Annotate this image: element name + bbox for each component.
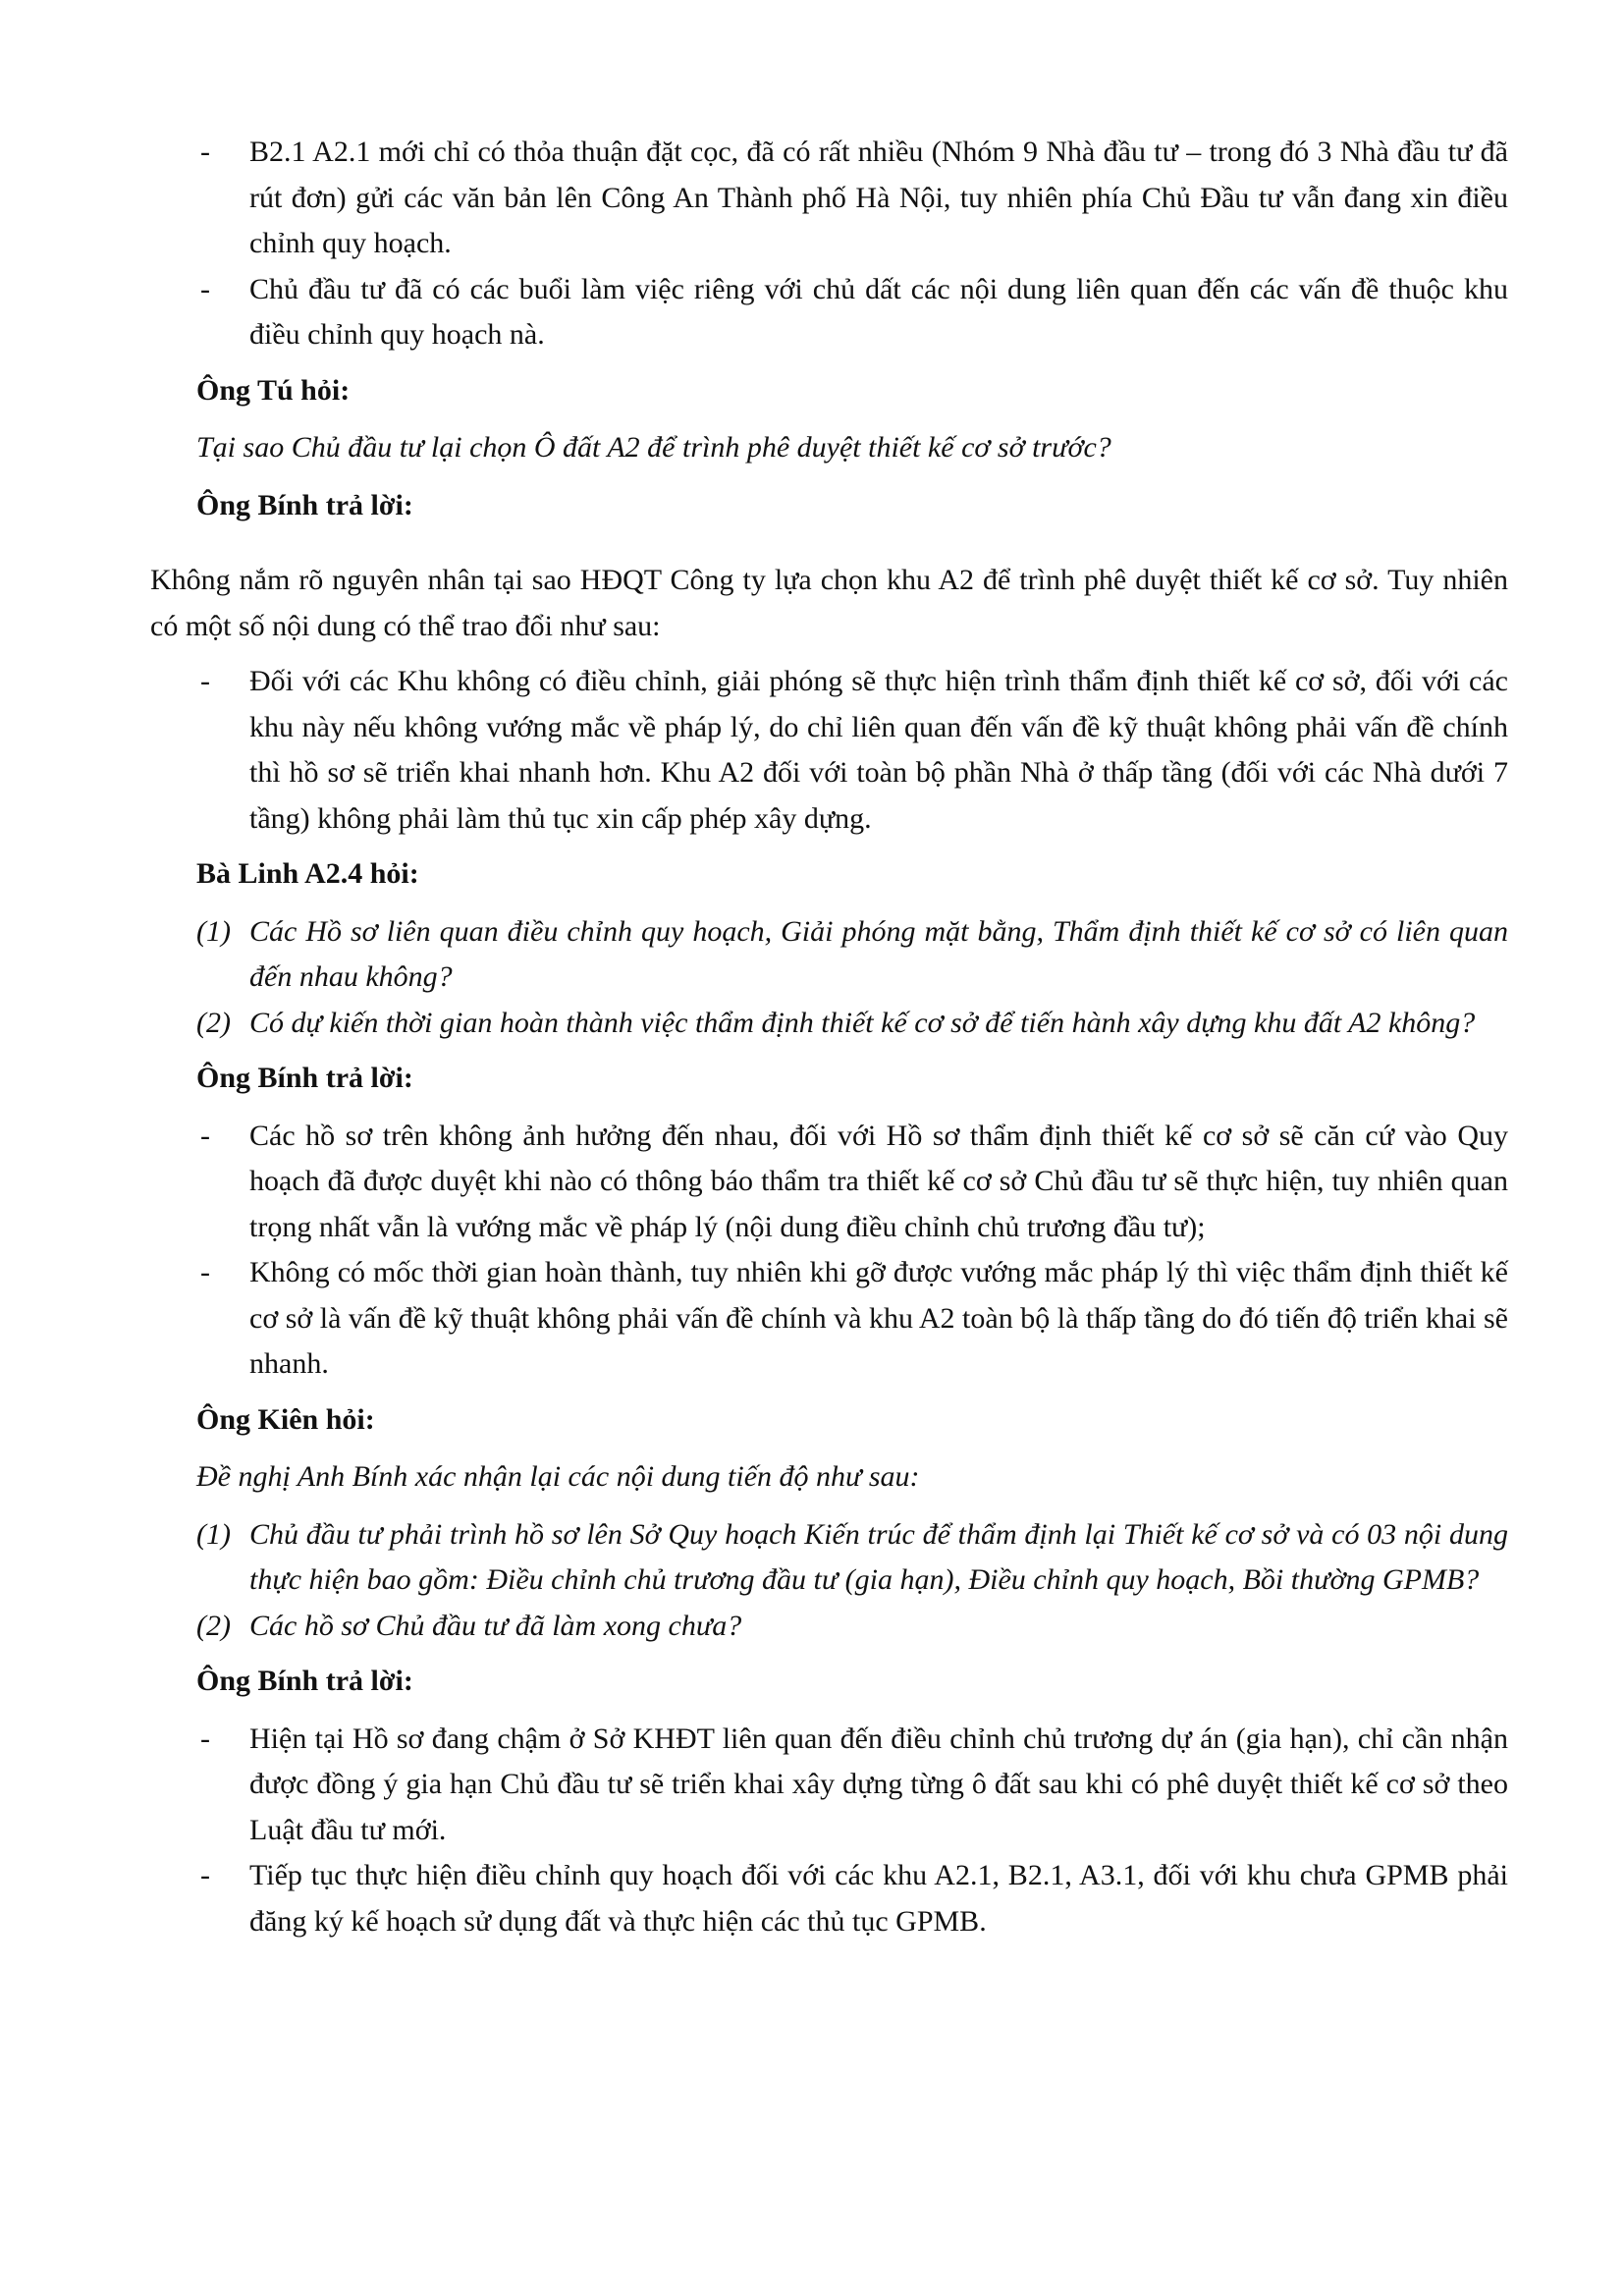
bullet-item: - Hiện tại Hồ sơ đang chậm ở Sở KHĐT liên quan đến điều chỉnh chủ trương dự án (gia hạn), chỉ cần nhận được đồng ý gia hạn Chủ đầu tư sẽ triển khai xây dựng từng ô đất sau khi có phê duyệt thiết kế cơ sở theo Luật đầu tư mới. (196, 1717, 1508, 1854)
bullet-item: - Đối với các Khu không có điều chỉnh, giải phóng sẽ thực hiện trình thẩm định thiết kế cơ sở, đối với các khu này nếu không vướng mắc về pháp lý, do chỉ liên quan đến vấn đề kỹ thuật không phải vấn đề chính thì hồ sơ sẽ triển khai nhanh hơn. Khu A2 đối với toàn bộ phần Nhà ở thấp tầng (đối với các Nhà dưới 7 tầng) không phải làm thủ tục xin cấp phép xây dựng. (196, 659, 1508, 842)
item-text: Có dự kiến thời gian hoàn thành việc thẩm định thiết kế cơ sở để tiến hành xây dựng khu đất A2 không? (249, 1006, 1476, 1039)
bullet-list (196, 1114, 1508, 1388)
bullet-item: - Không có mốc thời gian hoàn thành, tuy nhiên khi gỡ được vướng mắc pháp lý thì việc thẩm định thiết kế cơ sở là vấn đề kỹ thuật không phải vấn đề chính và khu A2 toàn bộ là thấp tầng do đó tiến độ triển khai sẽ nhanh. (196, 1250, 1508, 1388)
speaker-heading: Ông Bính trả lời: (196, 1665, 413, 1697)
numbered-list (196, 909, 1508, 1047)
question-text: Tại sao Chủ đầu tư lại chọn Ô đất A2 để trình phê duyệt thiết kế cơ sở trước? (196, 431, 1111, 464)
bullet-list (196, 659, 1508, 842)
item-number: (1) (196, 1517, 231, 1551)
numbered-item (196, 1604, 1508, 1650)
numbered-item (196, 1001, 1508, 1047)
speaker-heading: Bà Linh A2.4 hỏi: (196, 857, 419, 890)
item-number: (2) (196, 1609, 231, 1642)
speaker-heading: Ông Bính trả lời: (196, 488, 413, 521)
item-text: Chủ đầu tư phải trình hồ sơ lên Sở Quy hoạch Kiến trúc để thẩm định lại Thiết kế cơ sở và có 03 nội dung thực hiện bao gồm: Điều chỉnh chủ trương đầu tư (gia hạn), Điều chỉnh quy hoạch, Bồi thường GPMB? (249, 1517, 1508, 1596)
speaker-heading: Ông Tú hỏi: (196, 373, 351, 407)
numbered-item (196, 1512, 1508, 1604)
bullet-item: - Các hồ sơ trên không ảnh hưởng đến nhau, đối với Hồ sơ thẩm định thiết kế cơ sở sẽ căn cứ vào Quy hoạch đã được duyệt khi nào có thông báo thẩm tra thiết kế cơ sở Chủ đầu tư sẽ thực hiện, tuy nhiên quan trọng nhất vẫn là vướng mắc về pháp lý (nội dung điều chỉnh chủ trương đầu tư); (196, 1114, 1508, 1251)
numbered-list (196, 1512, 1508, 1650)
item-text: Các hồ sơ Chủ đầu tư đã làm xong chưa? (249, 1609, 742, 1642)
numbered-item (196, 909, 1508, 1001)
speaker-heading: Ông Bính trả lời: (196, 1062, 413, 1094)
bullet-item: - B2.1 A2.1 mới chỉ có thỏa thuận đặt cọc, đã có rất nhiều (Nhóm 9 Nhà đầu tư – trong đó 3 Nhà đầu tư đã rút đơn) gửi các văn bản lên Công An Thành phố Hà Nội, tuy nhiên phía Chủ Đầu tư vẫn đang xin điều chỉnh quy hoạch. (196, 130, 1508, 267)
speaker-heading: Ông Kiên hỏi: (196, 1402, 375, 1436)
answer-paragraph: Không nắm rõ nguyên nhân tại sao HĐQT Công ty lựa chọn khu A2 để trình phê duyệt thiết kế cơ sở. Tuy nhiên có một số nội dung có thể trao đổi như sau: (150, 564, 1508, 642)
question-text: Đề nghị Anh Bính xác nhận lại các nội dung tiến độ như sau: (196, 1460, 920, 1493)
bullet-item: - Tiếp tục thực hiện điều chỉnh quy hoạch đối với các khu A2.1, B2.1, A3.1, đối với khu chưa GPMB phải đăng ký kế hoạch sử dụng đất và thực hiện các thủ tục GPMB. (196, 1853, 1508, 1944)
bullet-list (196, 130, 1508, 358)
bullet-list (196, 1717, 1508, 1945)
item-number: (2) (196, 1006, 231, 1039)
item-text: Các Hồ sơ liên quan điều chỉnh quy hoạch, Giải phóng mặt bằng, Thẩm định thiết kế cơ sở có liên quan đến nhau không? (249, 914, 1508, 993)
bullet-item: - Chủ đầu tư đã có các buổi làm việc riêng với chủ dất các nội dung liên quan đến các vấn đề thuộc khu điều chỉnh quy hoạch nà. (196, 267, 1508, 358)
item-number: (1) (196, 914, 231, 948)
